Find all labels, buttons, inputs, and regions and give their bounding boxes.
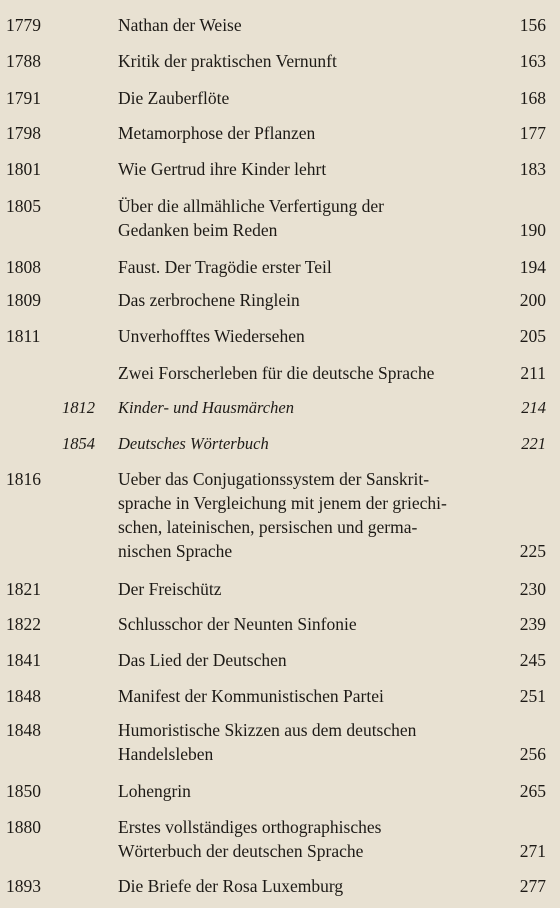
entry-year: 1812	[62, 398, 95, 417]
entry-title	[118, 612, 508, 636]
entry-title-line: nischen Sprache	[118, 541, 233, 561]
entry-title-line: Wie Gertrud ihre Kinder lehrt	[118, 159, 327, 179]
entry-title-line: Schlusschor der Neunten Sinfonie	[118, 614, 357, 634]
entry-title	[118, 874, 508, 898]
entry-title	[118, 361, 508, 385]
entry-title-line: Kinder- und Hausmärchen	[118, 398, 294, 417]
entry-page-number: 200	[519, 290, 546, 310]
entry-title-line: Handelsleben	[118, 744, 214, 764]
entry-year: 1791	[6, 88, 41, 108]
entry-title-line: sprache in Vergleichung mit jenem der griechi-	[118, 493, 447, 513]
entry-title-line: Zwei Forscherleben für die deutsche Sprache	[118, 363, 435, 383]
entry-title-line: Nathan der Weise	[118, 15, 242, 35]
entry-title-line: Deutsches Wörterbuch	[118, 434, 269, 453]
entry-title	[118, 288, 508, 312]
entry-page-number: 194	[519, 257, 546, 277]
entry-page-number: 214	[521, 398, 546, 417]
entry-title-line: Faust. Der Tragödie erster Teil	[118, 257, 332, 277]
entry-title	[118, 432, 508, 456]
entry-title	[118, 779, 508, 803]
entry-page-number: 205	[519, 326, 546, 346]
entry-title	[118, 684, 508, 708]
entry-year: 1801	[6, 159, 41, 179]
entry-title-line: Metamorphose der Pflanzen	[118, 123, 316, 143]
entry-page-number: 230	[519, 579, 546, 599]
entry-year: 1809	[6, 290, 41, 310]
entry-title	[118, 396, 508, 420]
entry-page-number: 177	[519, 123, 546, 143]
entry-title	[118, 324, 508, 348]
entry-title-line: Erstes vollständiges orthographisches	[118, 817, 382, 837]
entry-year: 1788	[6, 51, 41, 71]
entry-year: 1848	[6, 720, 41, 740]
entry-year: 1808	[6, 257, 41, 277]
entry-title-line: Der Freischütz	[118, 579, 222, 599]
entry-year: 1798	[6, 123, 41, 143]
entry-year: 1841	[6, 650, 41, 670]
entry-page-number: 190	[519, 220, 546, 240]
entry-title	[118, 49, 508, 73]
entry-year: 1893	[6, 876, 41, 896]
entry-title	[118, 194, 508, 242]
entry-title-line: Unverhofftes Wiedersehen	[118, 326, 305, 346]
entry-year: 1822	[6, 614, 41, 634]
entry-title-line: Humoristische Skizzen aus dem deutschen	[118, 720, 417, 740]
entry-page-number: 156	[519, 15, 546, 35]
entry-page-number: 251	[519, 686, 546, 706]
entry-title-line: Kritik der praktischen Vernunft	[118, 51, 337, 71]
entry-title-line: Das Lied der Deutschen	[118, 650, 287, 670]
entry-title	[118, 255, 508, 279]
entry-year: 1816	[6, 469, 41, 489]
entry-title-line: Das zerbrochene Ringlein	[118, 290, 300, 310]
entry-title-line: Die Zauberflöte	[118, 88, 230, 108]
entry-page-number: 183	[519, 159, 546, 179]
entry-year: 1779	[6, 15, 41, 35]
entry-title	[118, 815, 508, 863]
entry-title	[118, 718, 508, 766]
entry-page-number: 277	[519, 876, 546, 896]
entry-page-number: 211	[520, 363, 546, 383]
entry-page-number: 265	[519, 781, 546, 801]
entry-title-line: Über die allmähliche Verfertigung der	[118, 196, 384, 216]
entry-title-line: Manifest der Kommunistischen Partei	[118, 686, 384, 706]
entry-year: 1850	[6, 781, 41, 801]
entry-year: 1821	[6, 579, 41, 599]
entry-title-line: Gedanken beim Reden	[118, 220, 278, 240]
entry-title-line: Ueber das Conjugationssystem der Sanskrit-	[118, 469, 430, 489]
entry-title-line: Die Briefe der Rosa Luxemburg	[118, 876, 344, 896]
entry-year: 1848	[6, 686, 41, 706]
entry-title	[118, 157, 508, 181]
entry-title-line: schen, lateinischen, persischen und germa-	[118, 517, 418, 537]
entry-page-number: 245	[519, 650, 546, 670]
entry-page-number: 256	[519, 744, 546, 764]
entry-title	[118, 467, 508, 563]
entry-title	[118, 121, 508, 145]
entry-year: 1854	[62, 434, 95, 453]
entry-title-line: Wörterbuch der deutschen Sprache	[118, 841, 364, 861]
entry-title-line: Lohengrin	[118, 781, 191, 801]
entry-year: 1805	[6, 196, 41, 216]
entry-title	[118, 577, 508, 601]
entry-title	[118, 13, 508, 37]
entry-page-number: 225	[519, 541, 546, 561]
entry-page-number: 271	[519, 841, 546, 861]
entry-year: 1811	[6, 326, 41, 346]
entry-title	[118, 648, 508, 672]
entry-page-number: 221	[521, 434, 546, 453]
entry-year: 1880	[6, 817, 41, 837]
entry-page-number: 168	[519, 88, 546, 108]
entry-title	[118, 86, 508, 110]
entry-page-number: 239	[519, 614, 546, 634]
entry-page-number: 163	[519, 51, 546, 71]
